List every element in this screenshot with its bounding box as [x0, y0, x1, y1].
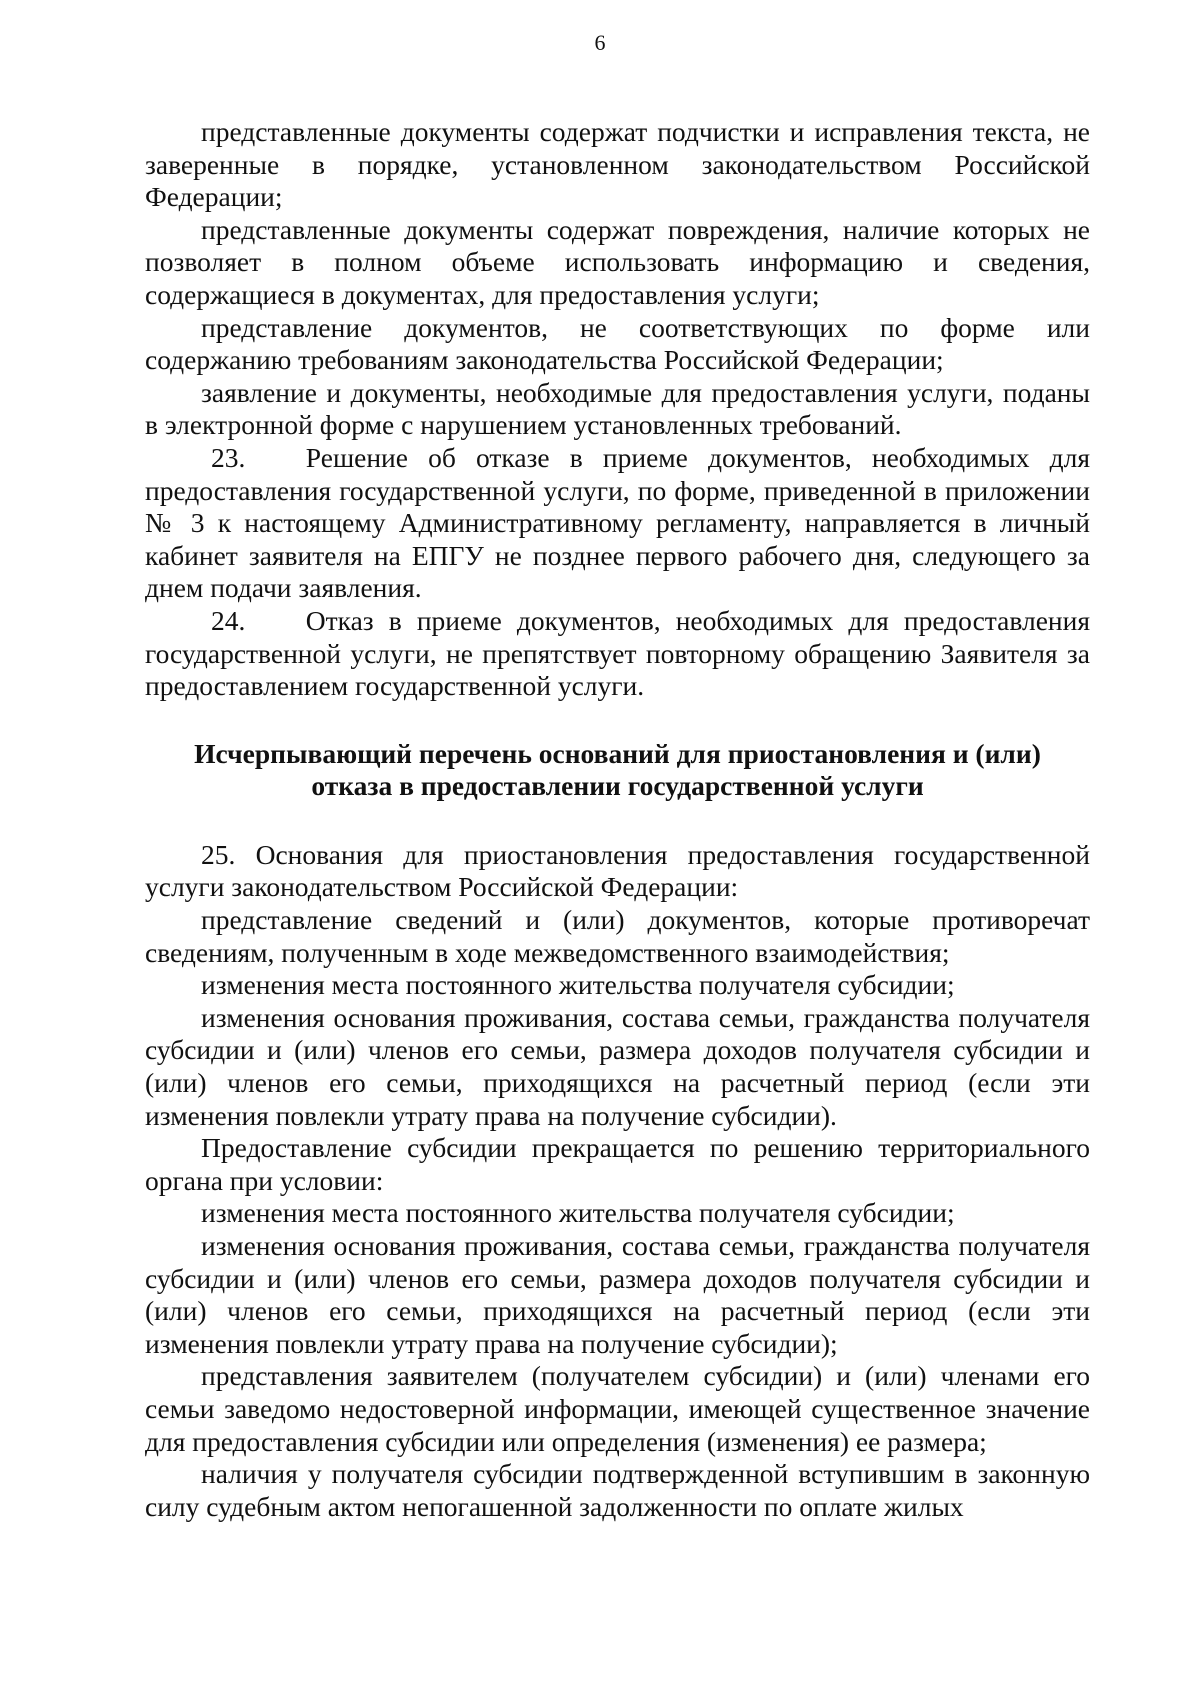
document-body	[145, 116, 1090, 1523]
section-heading-line-2: отказа в предоставлении государственной услуги	[311, 770, 924, 802]
section-heading	[145, 738, 1090, 803]
paragraph-contradiction: представление сведений и (или) документов, которые противоречат сведениям, полученным в ходе межведомственного взаимодействия;	[145, 904, 1090, 968]
paragraph-basis-change: изменения основания проживания, состава семьи, гражданства получателя субсидии и (или) членов его семьи, размера доходов получателя субсидии и (или) членов его семьи, приходящихся на расчетный период (если эти изменения повлекли утрату права на получение субсидии).	[145, 1001, 1090, 1131]
paragraph-basis-change-2: изменения основания проживания, состава семьи, гражданства получателя субсидии и (или) членов его семьи, размера доходов получателя субсидии и (или) членов его семьи, приходящихся на расчетный период (если эти изменения повлекли утрату права на получение субсидии);	[145, 1230, 1090, 1359]
paragraph-residence-change-2: изменения места постоянного жительства получателя субсидии;	[201, 1197, 955, 1229]
paragraph-24: 24. Отказ в приеме документов, необходимых для предоставления государственной услуги, не препятствует повторному обращению Заявителя за предоставлением государственной услуги.	[145, 604, 1090, 702]
paragraph-residence-change: изменения места постоянного жительства получателя субсидии;	[201, 969, 955, 1001]
paragraph-electronic: заявление и документы, необходимые для предоставления услуги, поданы в электронной форме с нарушением установленных требований.	[145, 376, 1090, 441]
paragraph-damage: представленные документы содержат повреждения, наличие которых не позволяет в полном объеме использовать информацию и сведения, содержащиеся в документах, для предоставления услуги;	[145, 213, 1090, 310]
paragraph-false-info: представления заявителем (получателем субсидии) и (или) членами его семьи заведомо недостоверной информации, имеющей существенное значение для предоставления субсидии или определения (изменения) ее размера;	[145, 1360, 1090, 1457]
paragraph-25: 25. Основания для приостановления предоставления государственной услуги законодательством Российской Федерации:	[145, 838, 1090, 903]
paragraph-termination: Предоставление субсидии прекращается по решению территориального органа при условии:	[145, 1132, 1090, 1196]
page-number: 6	[594, 30, 606, 55]
paragraph-corrections: представленные документы содержат подчистки и исправления текста, не заверенные в порядке, установленном законодательством Российской Федерации;	[145, 116, 1090, 213]
section-heading-line-1: Исчерпывающий перечень оснований для приостановления и (или)	[194, 737, 1041, 769]
paragraph-nonconforming: представление документов, не соответствующих по форме или содержанию требованиям законодательства Российской Федерации;	[145, 311, 1090, 376]
paragraph-debt: наличия у получателя субсидии подтвержденной вступившим в законную силу судебным актом непогашенной задолженности по оплате жилых	[145, 1458, 1090, 1522]
paragraph-23: 23. Решение об отказе в приеме документов, необходимых для предоставления государственной услуги, по форме, приведенной в приложении № 3 к настоящему Административному регламенту, направляется в личный кабинет заявителя на ЕПГУ не позднее первого рабочего дня, следующего за днем подачи заявления.	[145, 441, 1090, 604]
